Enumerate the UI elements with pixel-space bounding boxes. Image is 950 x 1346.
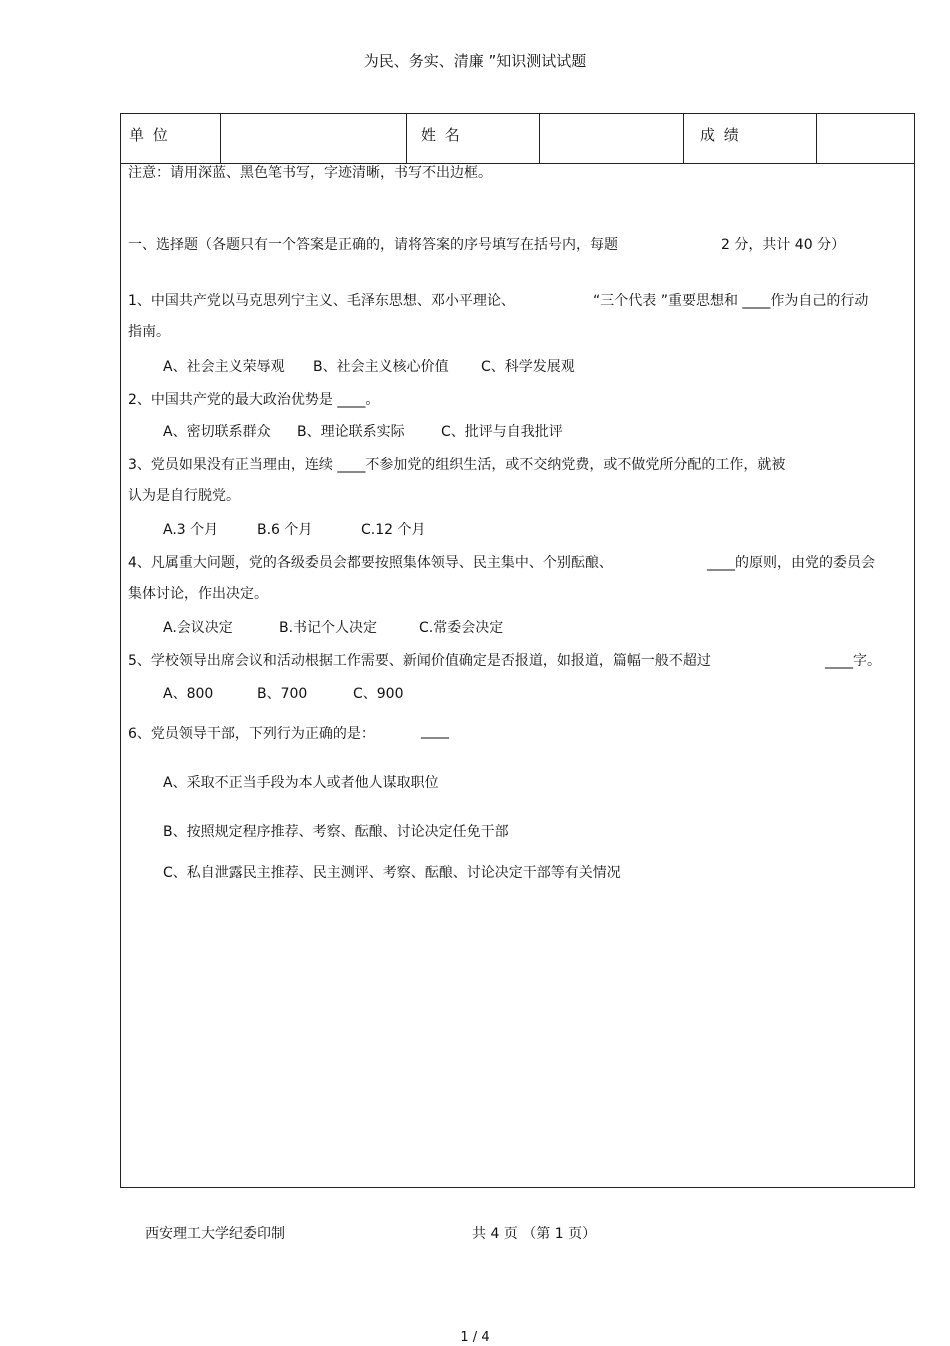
q4-option-c: C.常委会决定 <box>419 620 504 636</box>
footer-page-info: 共 4 页 （第 1 页） <box>472 1226 597 1242</box>
q1-option-b: B、社会主义核心价值 <box>313 359 449 375</box>
q5-option-a: A、800 <box>163 686 214 702</box>
q2-option-c: C、批评与自我批评 <box>441 424 563 440</box>
q3-option-c: C.12 个月 <box>361 522 426 538</box>
score-field[interactable] <box>817 114 915 163</box>
page-number: 1 / 4 <box>460 1330 490 1345</box>
exam-frame <box>120 113 915 1188</box>
unit-label-cell <box>121 114 221 163</box>
q1-option-a: A、社会主义荣辱观 <box>163 359 285 375</box>
q3-option-a: A.3 个月 <box>163 522 219 538</box>
name-label-cell <box>407 114 540 163</box>
notice: 注意：请用深蓝、黑色笔书写，字迹清晰，书写不出边框。 <box>128 165 492 181</box>
section-heading: 一、选择题（各题只有一个答案是正确的，请将答案的序号填写在括号内，每题 <box>128 237 618 253</box>
q2-text: 2、中国共产党的最大政治优势是 ____。 <box>128 392 380 408</box>
q2-option-a: A、密切联系群众 <box>163 424 271 440</box>
q4-text-cont: ____的原则，由党的委员会 <box>707 555 875 571</box>
name-label: 姓 名 <box>421 126 462 144</box>
q3-option-b: B.6 个月 <box>257 522 313 538</box>
q3-text-line2: 认为是自行脱党。 <box>128 488 240 504</box>
score-label-cell <box>684 114 817 163</box>
unit-field[interactable] <box>221 114 407 163</box>
name-field[interactable] <box>540 114 684 163</box>
q1-text-line2: 指南。 <box>128 324 170 340</box>
q6-option-b: B、按照规定程序推荐、考察、酝酿、讨论决定任免干部 <box>163 824 509 840</box>
unit-label: 单 位 <box>129 126 170 144</box>
score-label: 成 绩 <box>700 126 741 144</box>
q2-option-b: B、理论联系实际 <box>297 424 405 440</box>
q6-option-a: A、采取不正当手段为本人或者他人谋取职位 <box>163 775 439 791</box>
q6-blank: ____ <box>421 723 449 739</box>
document-title: 为民、务实、清廉 ”知识测试试题 <box>363 52 587 70</box>
q4-option-b: B.书记个人决定 <box>279 620 378 636</box>
q3-text: 3、党员如果没有正当理由，连续 ____不参加党的组织生活，或不交纳党费，或不做党所分配的工作，就被 <box>128 457 786 473</box>
q6-option-c: C、私自泄露民主推荐、民主测评、考察、酝酿、讨论决定干部等有关情况 <box>163 865 621 881</box>
section-score: 2 分，共计 40 分） <box>721 237 846 253</box>
q6-text: 6、党员领导干部，下列行为正确的是： <box>128 726 375 742</box>
q4-text-line2: 集体讨论，作出决定。 <box>128 586 268 602</box>
q1-text-cont: “三个代表 ”重要思想和 ____作为自己的行动 <box>593 293 869 309</box>
q4-option-a: A.会议决定 <box>163 620 233 636</box>
q5-option-b: B、700 <box>257 686 308 702</box>
q5-option-c: C、900 <box>353 686 404 702</box>
footer-issuer: 西安理工大学纪委印制 <box>145 1226 285 1242</box>
q1-text: 1、中国共产党以马克思列宁主义、毛泽东思想、邓小平理论、 <box>128 293 515 309</box>
q5-text: 5、学校领导出席会议和活动根据工作需要、新闻价值确定是否报道，如报道，篇幅一般不超过 <box>128 653 711 669</box>
q5-text-cont: ____字。 <box>825 653 881 669</box>
header-row <box>121 114 914 164</box>
q4-text: 4、凡属重大问题，党的各级委员会都要按照集体领导、民主集中、个别酝酿、 <box>128 555 613 571</box>
q1-option-c: C、科学发展观 <box>481 359 575 375</box>
